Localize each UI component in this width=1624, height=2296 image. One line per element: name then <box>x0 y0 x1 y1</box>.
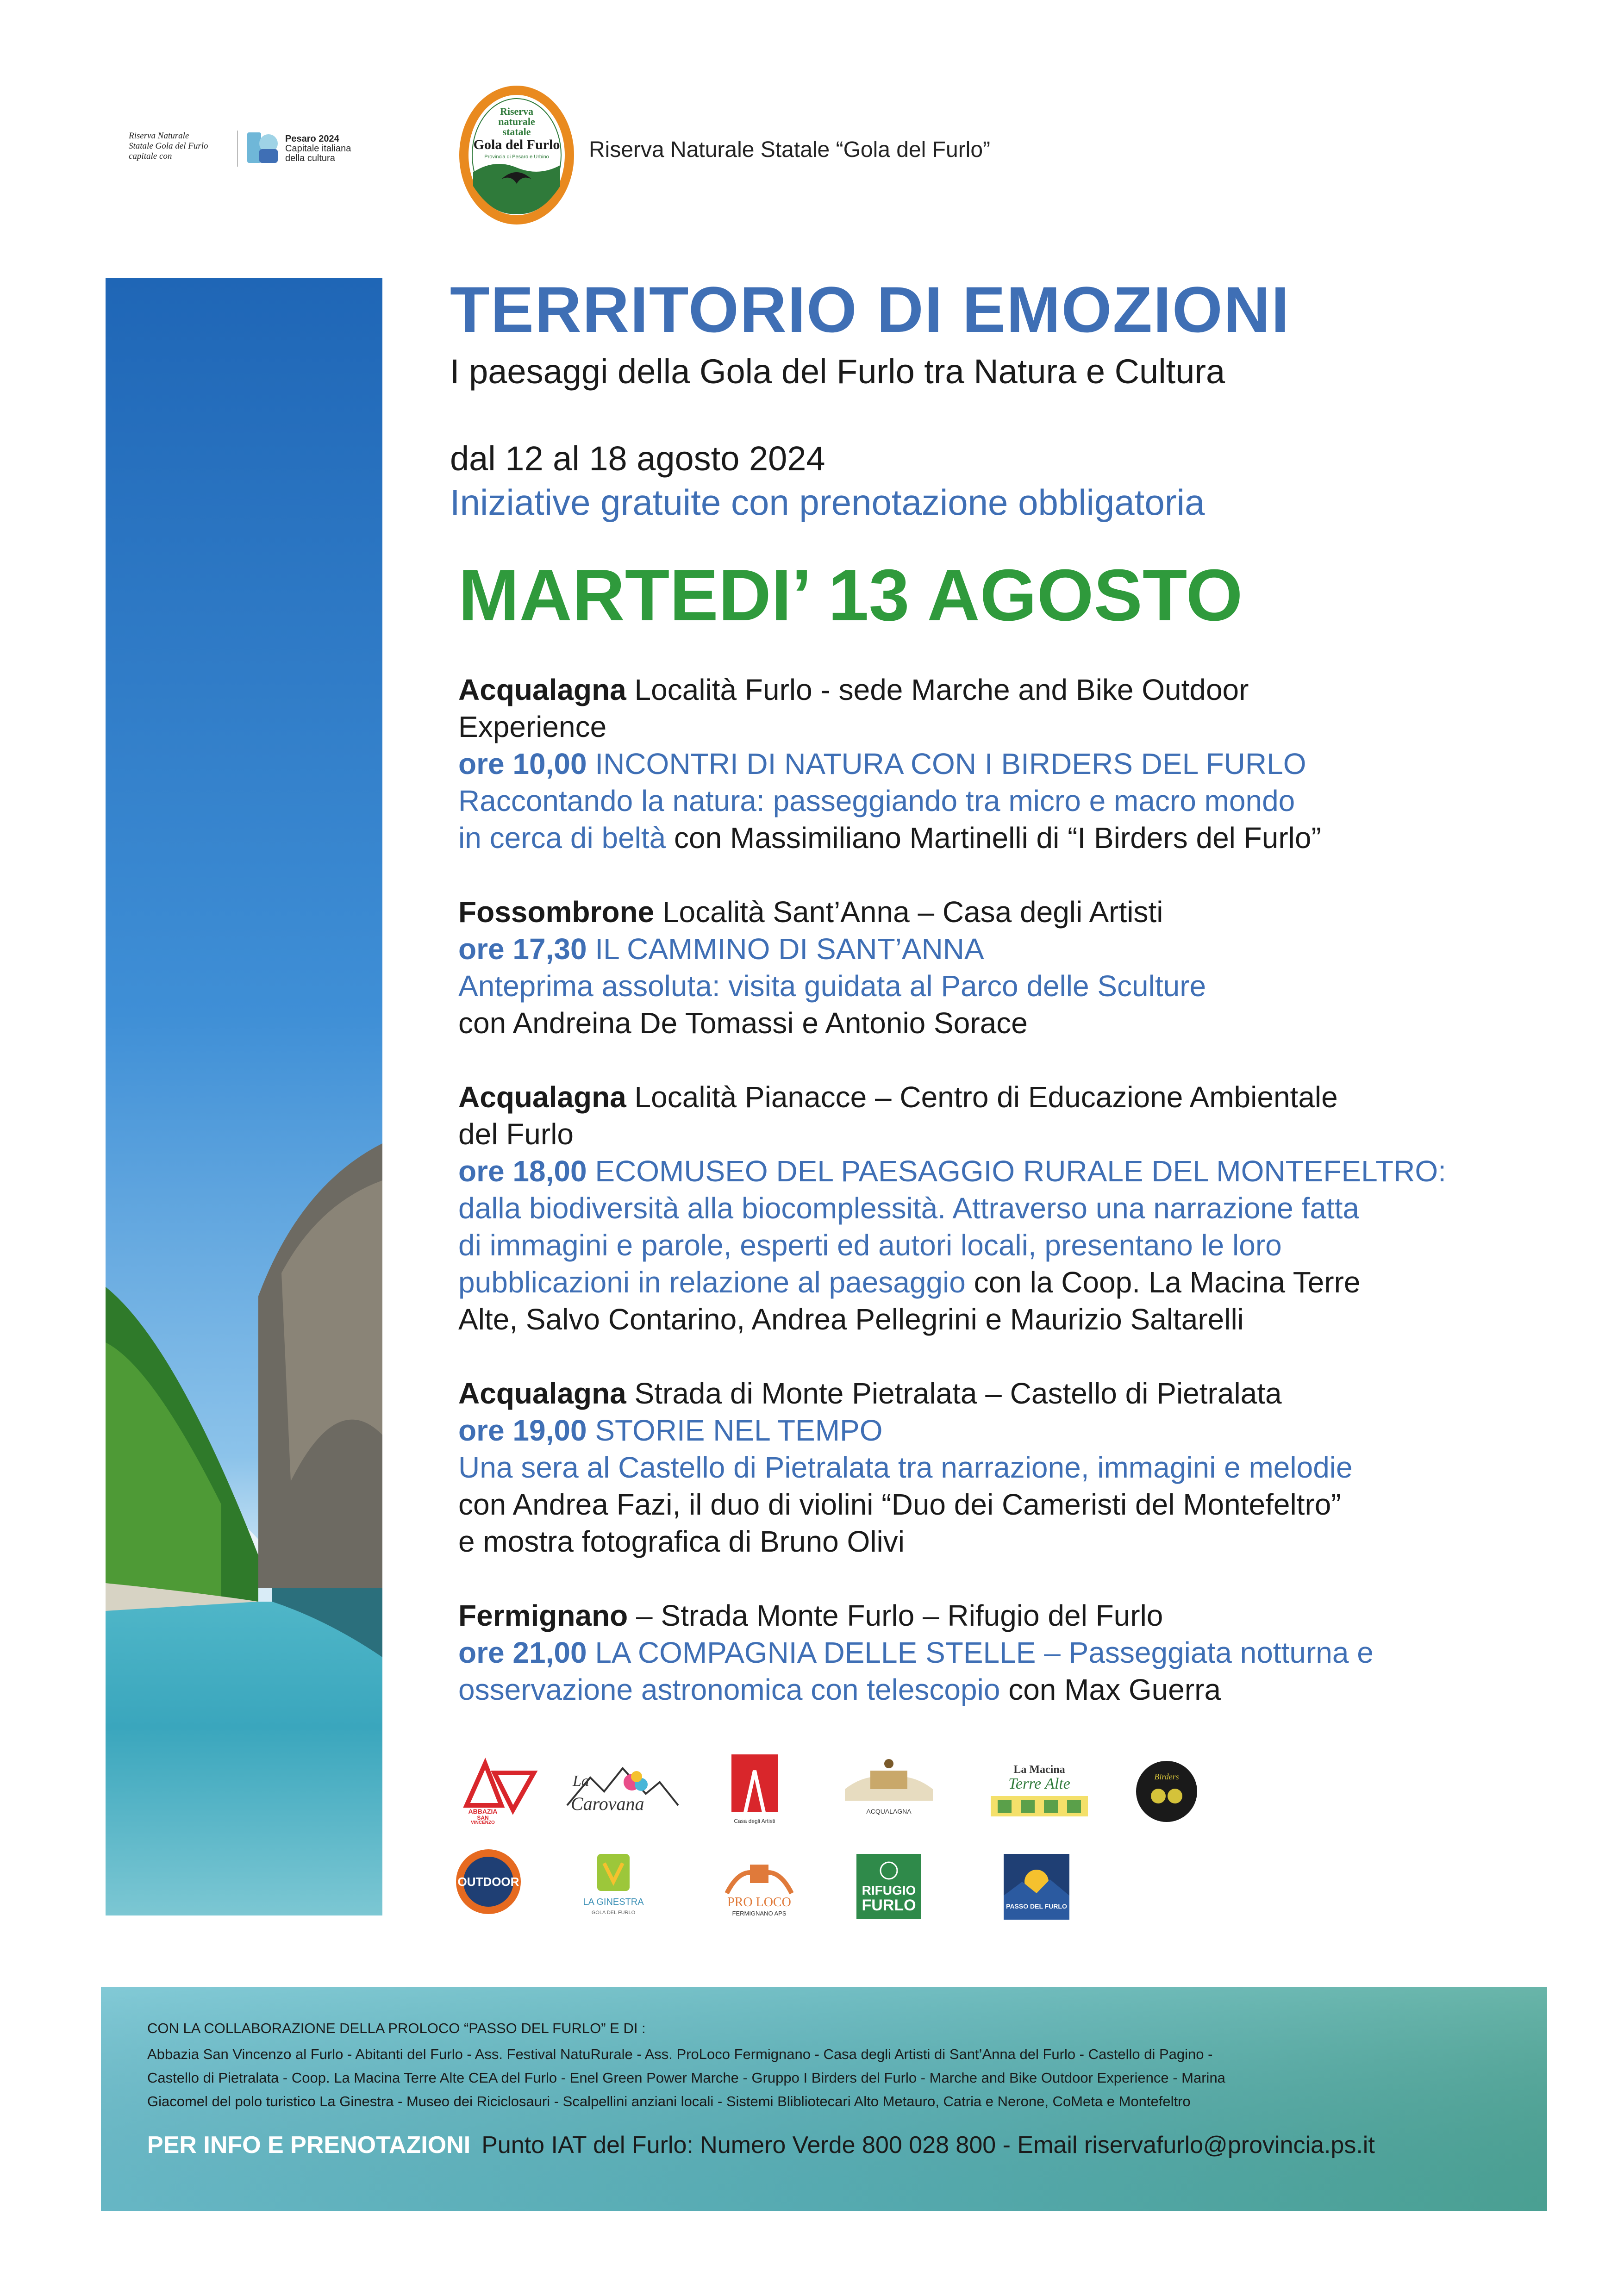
collaboration-list <box>147 2042 1508 2113</box>
booking-info <box>147 2131 1375 2159</box>
event-place-cont: Experience <box>458 710 607 743</box>
event-guests: e mostra fotografica di Bruno Olivi <box>458 1525 905 1558</box>
logo-text: Terre Alte <box>1008 1775 1070 1792</box>
la-carovana-logo <box>562 1759 683 1819</box>
event-time: ore 18,00 <box>458 1154 587 1188</box>
free-booking-note: Iniziative gratuite con prenotazione obbligatoria <box>450 482 1205 523</box>
logo-text: OUTDOOR <box>457 1875 519 1889</box>
event-description: in cerca di beltà <box>458 821 666 855</box>
pesaro-line: Pesaro 2024 <box>285 134 339 144</box>
event-item <box>458 1079 1477 1338</box>
event-title: STORIE NEL TEMPO <box>587 1414 883 1447</box>
reserve-shield-icon <box>457 84 576 226</box>
pesaro-logo-icon <box>245 130 282 167</box>
event-item <box>458 1597 1477 1708</box>
day-heading: MARTEDI’ 13 AGOSTO <box>458 555 1243 636</box>
casa-degli-artisti-logo <box>722 1750 787 1826</box>
event-item <box>458 893 1477 1042</box>
event-description: osservazione astronomica con telescopio <box>458 1673 1000 1706</box>
logo-text: PRO LOCO <box>727 1895 791 1909</box>
event-town: Fermignano <box>458 1599 628 1632</box>
footer-band <box>101 1987 1547 2211</box>
rifugio-furlo-logo <box>856 1854 921 1919</box>
collaboration-title: CON LA COLLABORAZIONE DELLA PROLOCO “PASSO DEL FURLO” E DI : <box>147 2020 646 2036</box>
event-place: – Strada Monte Furlo – Rifugio del Furlo <box>628 1599 1163 1632</box>
event-title: ECOMUSEO DEL PAESAGGIO RURALE DEL MONTEFELTRO: <box>587 1154 1446 1188</box>
event-time: ore 19,00 <box>458 1414 587 1447</box>
event-guests: con Max Guerra <box>1000 1673 1221 1706</box>
event-place: Località Pianacce – Centro di Educazione Ambientale <box>626 1080 1338 1114</box>
abbazia-san-vincenzo-logo <box>457 1754 541 1824</box>
event-title: LA COMPAGNIA DELLE STELLE – Passeggiata notturna e <box>587 1636 1374 1669</box>
header-left-line: Riserva Naturale <box>129 131 189 141</box>
page-title: TERRITORIO DI EMOZIONI <box>450 273 1290 346</box>
event-time: ore 21,00 <box>458 1636 587 1669</box>
event-guests: con Massimiliano Martinelli di “I Birders del Furlo” <box>666 821 1321 855</box>
pesaro-line: della cultura <box>285 153 335 163</box>
logo-text: naturale <box>498 116 535 127</box>
pesaro-line: Capitale italiana <box>285 144 351 154</box>
event-town: Acqualagna <box>458 1080 626 1114</box>
gorge-landscape-image <box>106 278 382 1915</box>
event-description: Raccontando la natura: passeggiando tra micro e macro mondo <box>458 784 1295 817</box>
event-time: ore 10,00 <box>458 747 587 780</box>
collaboration-line: Abbazia San Vincenzo al Furlo - Abitanti del Furlo - Ass. Festival NatuRurale - Ass. ProLoco Fermignano - Casa degli Artisti di Sant’Anna del Furlo - Castello di Pagino - <box>147 2046 1213 2062</box>
logo-text: La Macina <box>1013 1764 1065 1776</box>
event-description: Anteprima assoluta: visita guidata al Parco delle Sculture <box>458 969 1206 1003</box>
pesaro-2024-logo <box>245 130 282 167</box>
event-description: pubblicazioni in relazione al paesaggio <box>458 1266 966 1299</box>
events-list <box>458 671 1477 1745</box>
event-guests: con Andrea Fazi, il duo di violini “Duo dei Cameristi del Montefeltro” <box>458 1488 1341 1521</box>
logo-text: VINCENZO <box>471 1820 495 1824</box>
outdoor-logo <box>449 1847 528 1916</box>
pro-loco-fermignano-logo <box>718 1856 801 1921</box>
gorge-photo <box>106 278 382 1915</box>
logo-text: Provincia di Pesaro e Urbino <box>484 154 549 160</box>
header-left-line: capitale con <box>129 151 172 161</box>
logo-text: Casa degli Artisti <box>734 1818 775 1824</box>
logo-text: Birders <box>1154 1772 1179 1781</box>
logo-text: ABBAZIA <box>468 1808 498 1815</box>
reserve-name: Riserva Naturale Statale “Gola del Furlo” <box>589 137 991 162</box>
collaboration-line: Giacomel del polo turistico La Ginestra - Museo dei Riciclosauri - Scalpellini anziani locali - Sistemi Blibliotecari Alto Metauro, Catria e Nerone, CoMeta e Montefeltro <box>147 2093 1191 2109</box>
event-time: ore 17,30 <box>458 932 587 966</box>
event-title: INCONTRI DI NATURA CON I BIRDERS DEL FURLO <box>587 747 1306 780</box>
event-title: IL CAMMINO DI SANT’ANNA <box>587 932 984 966</box>
event-guests: Alte, Salvo Contarino, Andrea Pellegrini e Maurizio Saltarelli <box>458 1303 1244 1336</box>
event-place: Località Furlo - sede Marche and Bike Outdoor <box>626 673 1249 706</box>
header-capital-note <box>129 131 235 162</box>
pesaro-2024-text <box>285 134 351 163</box>
logo-text: GOLA DEL FURLO <box>591 1910 636 1915</box>
logo-text: Carovana <box>571 1793 644 1814</box>
passo-del-furlo-logo <box>1004 1854 1069 1920</box>
birders-del-furlo-logo <box>1134 1759 1199 1824</box>
la-ginestra-logo <box>579 1849 648 1923</box>
event-description: dalla biodiversità alla biocomplessità. Attraverso una narrazione fatta <box>458 1192 1359 1225</box>
logo-text: PASSO DEL FURLO <box>1006 1903 1067 1910</box>
acqualagna-logo <box>838 1745 940 1822</box>
logo-text: LA GINESTRA <box>583 1897 644 1907</box>
la-macina-terre-alte-logo <box>984 1754 1095 1824</box>
logo-text: La <box>573 1772 589 1790</box>
event-place: Strada di Monte Pietralata – Castello di Pietralata <box>626 1377 1282 1410</box>
event-description: di immagini e parole, esperti ed autori locali, presentano le loro <box>458 1229 1282 1262</box>
logo-text: Riserva <box>500 106 534 117</box>
header-divider <box>237 131 238 167</box>
logo-text: FURLO <box>862 1897 916 1914</box>
logo-text: Gola del Furlo <box>473 137 560 152</box>
logo-text: SAN <box>477 1815 489 1821</box>
event-item <box>458 671 1477 856</box>
event-guests: con la Coop. La Macina Terre <box>965 1266 1361 1299</box>
logo-text: statale <box>502 126 531 137</box>
event-town: Acqualagna <box>458 1377 626 1410</box>
event-dates: dal 12 al 18 agosto 2024 <box>450 439 825 478</box>
reserve-logo <box>457 84 576 226</box>
page-subtitle: I paesaggi della Gola del Furlo tra Natura e Cultura <box>450 352 1225 391</box>
event-guests: con Andreina De Tomassi e Antonio Sorace <box>458 1006 1028 1040</box>
logo-text: RIFUGIO <box>862 1883 916 1897</box>
booking-info-label: PER INFO E PRENOTAZIONI <box>147 2132 471 2159</box>
event-place: Località Sant’Anna – Casa degli Artisti <box>654 895 1163 929</box>
event-town: Acqualagna <box>458 673 626 706</box>
event-town: Fossombrone <box>458 895 655 929</box>
booking-info-text: Punto IAT del Furlo: Numero Verde 800 028 800 - Email riservafurlo@provincia.ps.it <box>481 2132 1375 2159</box>
event-item <box>458 1375 1477 1560</box>
logo-text: FERMIGNANO APS <box>732 1910 787 1917</box>
collaboration-line: Castello di Pietralata - Coop. La Macina Terre Alte CEA del Furlo - Enel Green Power Marche - Gruppo I Birders del Furlo - Marche and Bike Outdoor Experience - Marina <box>147 2070 1225 2086</box>
event-description: Una sera al Castello di Pietralata tra narrazione, immagini e melodie <box>458 1451 1353 1484</box>
header-left-line: Statale Gola del Furlo <box>129 141 208 151</box>
event-place-cont: del Furlo <box>458 1117 574 1151</box>
logo-text: ACQUALAGNA <box>866 1808 912 1815</box>
